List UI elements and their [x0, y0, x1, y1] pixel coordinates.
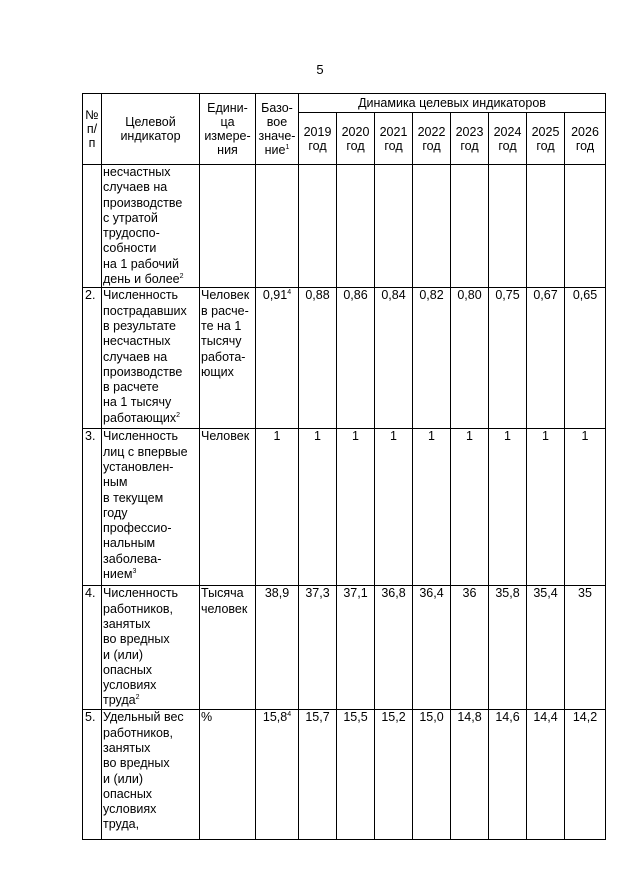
year-value: 0,75	[489, 288, 527, 429]
unit-of-measure: Тысяча человек	[200, 586, 256, 710]
unit-of-measure: %	[200, 710, 256, 840]
base-value: 38,9	[256, 586, 299, 710]
header-year: 2020 год	[337, 113, 375, 165]
page-number: 5	[316, 62, 324, 77]
year-value: 35	[565, 586, 606, 710]
year-value: 14,6	[489, 710, 527, 840]
indicator-name: Численность лиц с впервые установлен- ным в текущем году профессио- нальным заболева- нием$^3$	[102, 429, 200, 586]
year-value: 35,4	[527, 586, 565, 710]
year-value: 15,2	[375, 710, 413, 840]
year-value	[413, 165, 451, 288]
indicator-name: Численность работников, занятых во вредных и (или) опасных условиях труда$^2$	[102, 586, 200, 710]
year-value	[489, 165, 527, 288]
year-value	[337, 165, 375, 288]
row-number: 5.	[83, 710, 102, 840]
year-value: 0,88	[299, 288, 337, 429]
row-number: 3.	[83, 429, 102, 586]
year-value: 0,65	[565, 288, 606, 429]
year-value	[451, 165, 489, 288]
year-value: 36	[451, 586, 489, 710]
year-value: 1	[489, 429, 527, 586]
row-number: 2.	[83, 288, 102, 429]
year-value: 36,4	[413, 586, 451, 710]
year-value: 0,67	[527, 288, 565, 429]
table-row	[83, 710, 606, 840]
year-value: 0,84	[375, 288, 413, 429]
base-value: 1	[256, 429, 299, 586]
year-value: 36,8	[375, 586, 413, 710]
year-value: 35,8	[489, 586, 527, 710]
header-year: 2023 год	[451, 113, 489, 165]
header-year: 2021 год	[375, 113, 413, 165]
row-number: 4.	[83, 586, 102, 710]
header-year: 2024 год	[489, 113, 527, 165]
year-value	[527, 165, 565, 288]
year-value	[565, 165, 606, 288]
year-value: 37,3	[299, 586, 337, 710]
unit-of-measure: Человек в расче- те на 1 тысячу работа- ющих	[200, 288, 256, 429]
table-row	[83, 165, 606, 288]
indicator-name: Удельный вес работников, занятых во вредных и (или) опасных условиях труда,	[102, 710, 200, 840]
base-value: 15,8$^4$	[256, 710, 299, 840]
year-value: 1	[527, 429, 565, 586]
year-value: 1	[299, 429, 337, 586]
table-row	[83, 288, 606, 429]
header-dynamics: Динамика целевых индикаторов	[299, 94, 606, 113]
year-value: 1	[451, 429, 489, 586]
year-value: 15,5	[337, 710, 375, 840]
header-num: № п/п	[83, 94, 102, 165]
base-value: 0,91$^4$	[256, 288, 299, 429]
year-value: 14,2	[565, 710, 606, 840]
year-value: 0,86	[337, 288, 375, 429]
table-row	[83, 429, 606, 586]
row-number	[83, 165, 102, 288]
year-value: 1	[375, 429, 413, 586]
header-base-value: Базо- вое значе- ние$^1$	[256, 94, 299, 165]
year-value: 1	[337, 429, 375, 586]
header-unit: Едини- ца измере- ния	[200, 94, 256, 165]
base-value	[256, 165, 299, 288]
year-value: 1	[413, 429, 451, 586]
target-indicators-table	[82, 93, 606, 840]
year-value: 14,8	[451, 710, 489, 840]
year-value: 15,0	[413, 710, 451, 840]
year-value: 1	[565, 429, 606, 586]
header-indicator: Целевой индикатор	[102, 94, 200, 165]
table-row	[83, 586, 606, 710]
year-value: 0,80	[451, 288, 489, 429]
year-value: 15,7	[299, 710, 337, 840]
year-value: 37,1	[337, 586, 375, 710]
year-value	[375, 165, 413, 288]
year-value: 0,82	[413, 288, 451, 429]
header-year: 2019 год	[299, 113, 337, 165]
header-year: 2026 год	[565, 113, 606, 165]
unit-of-measure: Человек	[200, 429, 256, 586]
indicator-name: Численность пострадавших в результате несчастных случаев на производстве в расчете на 1 тысячу работающих$^2$	[102, 288, 200, 429]
unit-of-measure	[200, 165, 256, 288]
year-value	[299, 165, 337, 288]
header-year: 2025 год	[527, 113, 565, 165]
indicator-name: несчастных случаев на производстве с утратой трудоспо- собности на 1 рабочий день и более$^2$	[102, 165, 200, 288]
year-value: 14,4	[527, 710, 565, 840]
header-year: 2022 год	[413, 113, 451, 165]
